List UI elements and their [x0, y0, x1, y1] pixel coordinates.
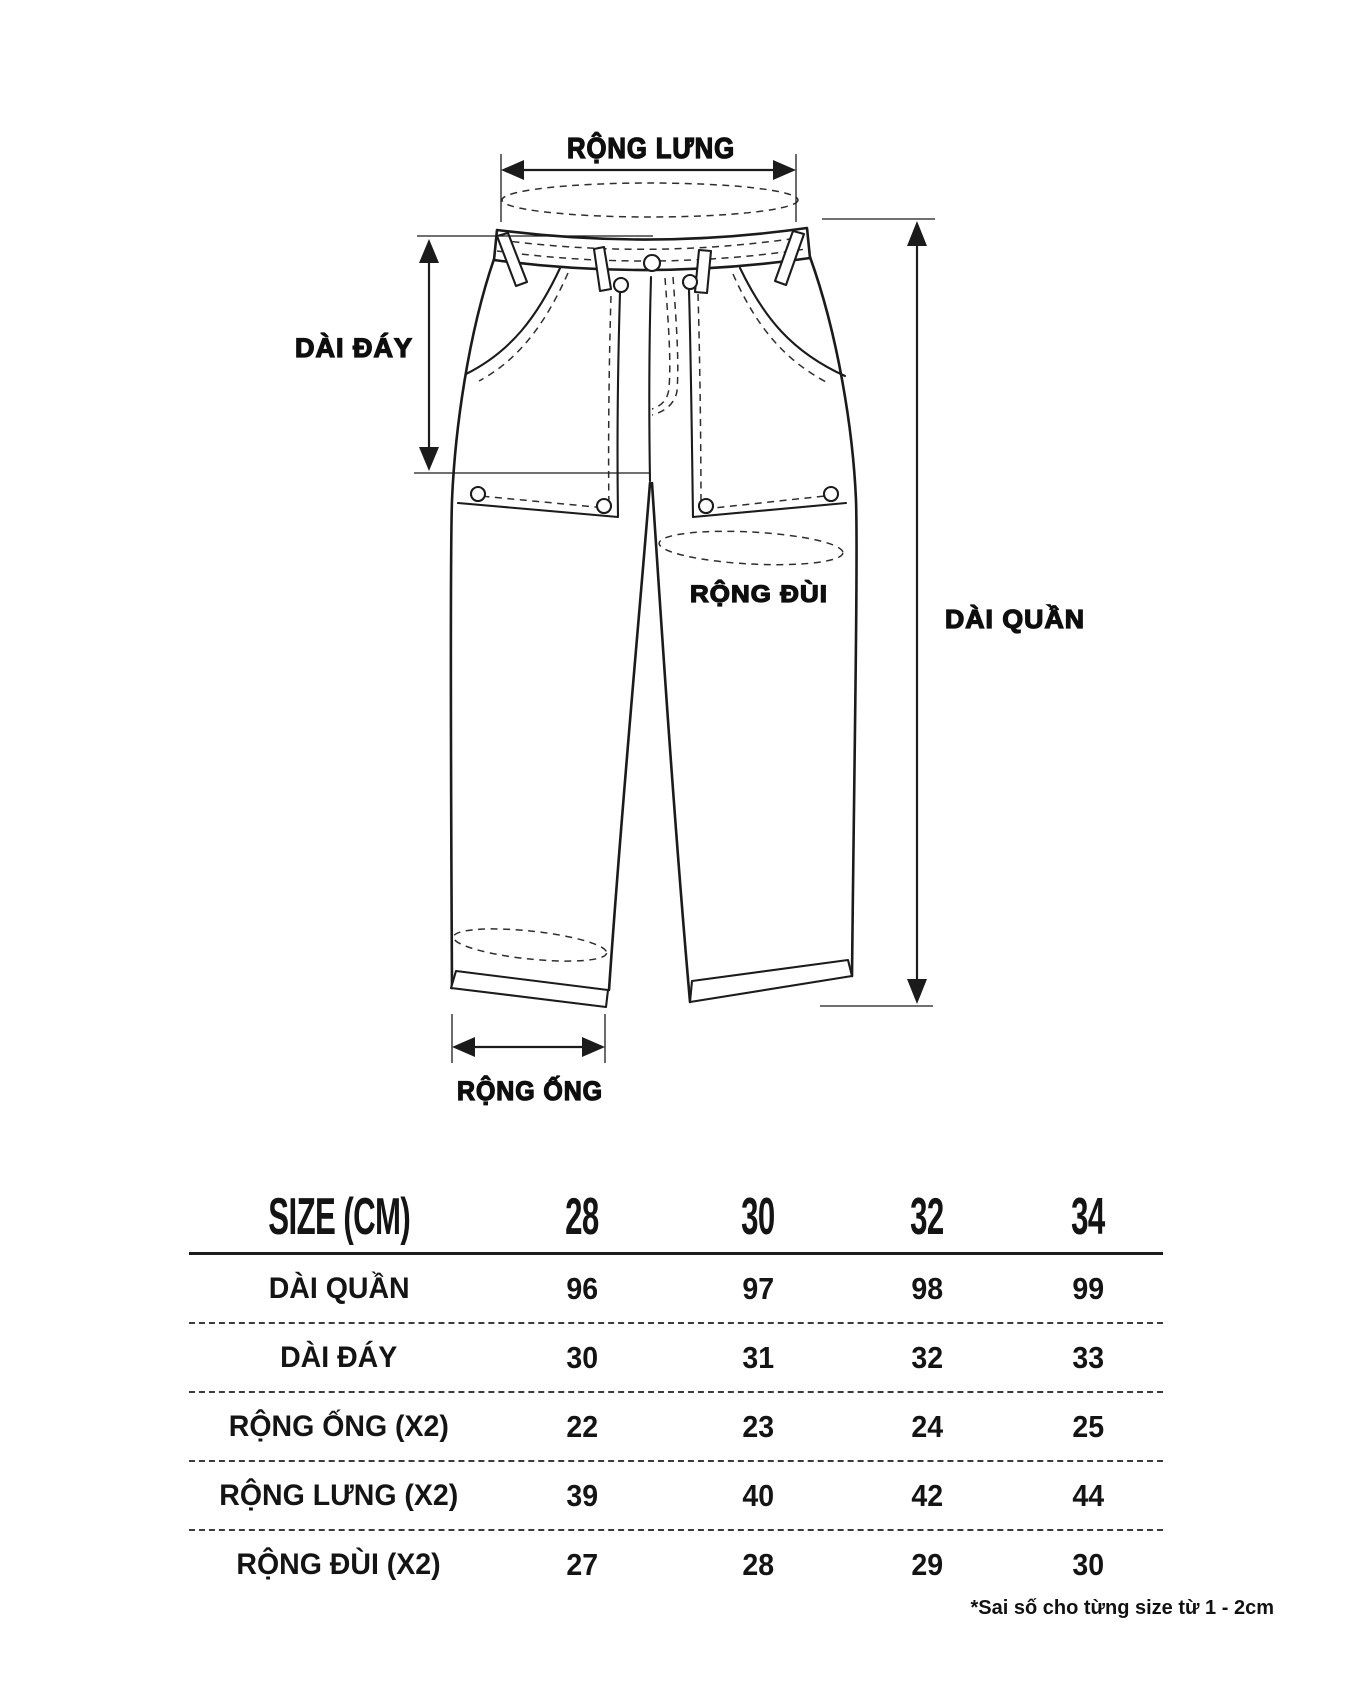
size-column-28: 28	[565, 1188, 599, 1246]
row-label: RỘNG ỐNG (X2)	[228, 1409, 450, 1443]
size-table	[189, 1182, 1163, 1598]
size-table-header-label: SIZE (CM)	[268, 1188, 410, 1246]
table-row-rong-lung	[189, 1462, 1163, 1529]
rivets	[471, 275, 838, 513]
pants-legs	[451, 257, 857, 1007]
thigh-section-ellipse	[658, 527, 843, 569]
row-label: DÀI ĐÁY	[280, 1340, 398, 1374]
right-hem-cuff	[690, 960, 852, 1002]
hem-section-ellipse	[452, 923, 608, 967]
row-value: 24	[911, 1408, 943, 1444]
row-value: 29	[911, 1546, 943, 1582]
row-value: 28	[742, 1546, 774, 1582]
row-value: 44	[1072, 1477, 1104, 1513]
row-label: RỘNG LƯNG (X2)	[219, 1478, 459, 1512]
row-value: 42	[911, 1477, 943, 1513]
waist-opening-ellipse	[502, 183, 798, 217]
row-value: 30	[566, 1339, 598, 1375]
size-column-32: 32	[910, 1188, 944, 1246]
row-value: 27	[566, 1546, 598, 1582]
tolerance-footnote: *Sai số cho từng size từ 1 - 2cm	[970, 1597, 1274, 1619]
left-hem-cuff	[451, 971, 608, 1007]
row-label: RỘNG ĐÙI (X2)	[236, 1547, 442, 1581]
row-value: 22	[566, 1408, 598, 1444]
size-column-34: 34	[1071, 1188, 1105, 1246]
belt-loop-right	[695, 250, 711, 293]
row-value: 98	[911, 1270, 943, 1306]
row-value: 97	[742, 1270, 774, 1306]
waist-width-label: RỘNG LƯNG	[567, 133, 757, 165]
row-value: 32	[911, 1339, 943, 1375]
waist-button	[644, 255, 660, 271]
table-row-dai-quan	[189, 1255, 1163, 1322]
length-label: DÀI QUẦN	[945, 604, 1085, 634]
table-row-dai-day	[189, 1324, 1163, 1391]
row-value: 96	[566, 1270, 598, 1306]
hem-width-label: RỘNG ỐNG	[457, 1076, 616, 1106]
size-table-header-row	[189, 1182, 1163, 1255]
row-value: 31	[742, 1339, 774, 1375]
hem-width-measure	[452, 1014, 605, 1063]
row-value: 39	[566, 1477, 598, 1513]
length-measure	[820, 219, 935, 1006]
row-value: 30	[1072, 1546, 1104, 1582]
size-column-30: 30	[741, 1188, 775, 1246]
rise-label: DÀI ĐÁY	[295, 333, 414, 363]
thigh-label: RỘNG ĐÙI	[690, 581, 818, 608]
row-value: 23	[742, 1408, 774, 1444]
row-value: 25	[1072, 1408, 1104, 1444]
row-value: 99	[1072, 1270, 1104, 1306]
table-row-rong-ong	[189, 1393, 1163, 1460]
waistband	[494, 228, 810, 293]
table-row-rong-dui	[189, 1531, 1163, 1598]
fly-stitching	[652, 277, 678, 415]
row-value: 40	[742, 1477, 774, 1513]
row-label: DÀI QUẦN	[268, 1271, 410, 1305]
row-value: 33	[1072, 1339, 1104, 1375]
